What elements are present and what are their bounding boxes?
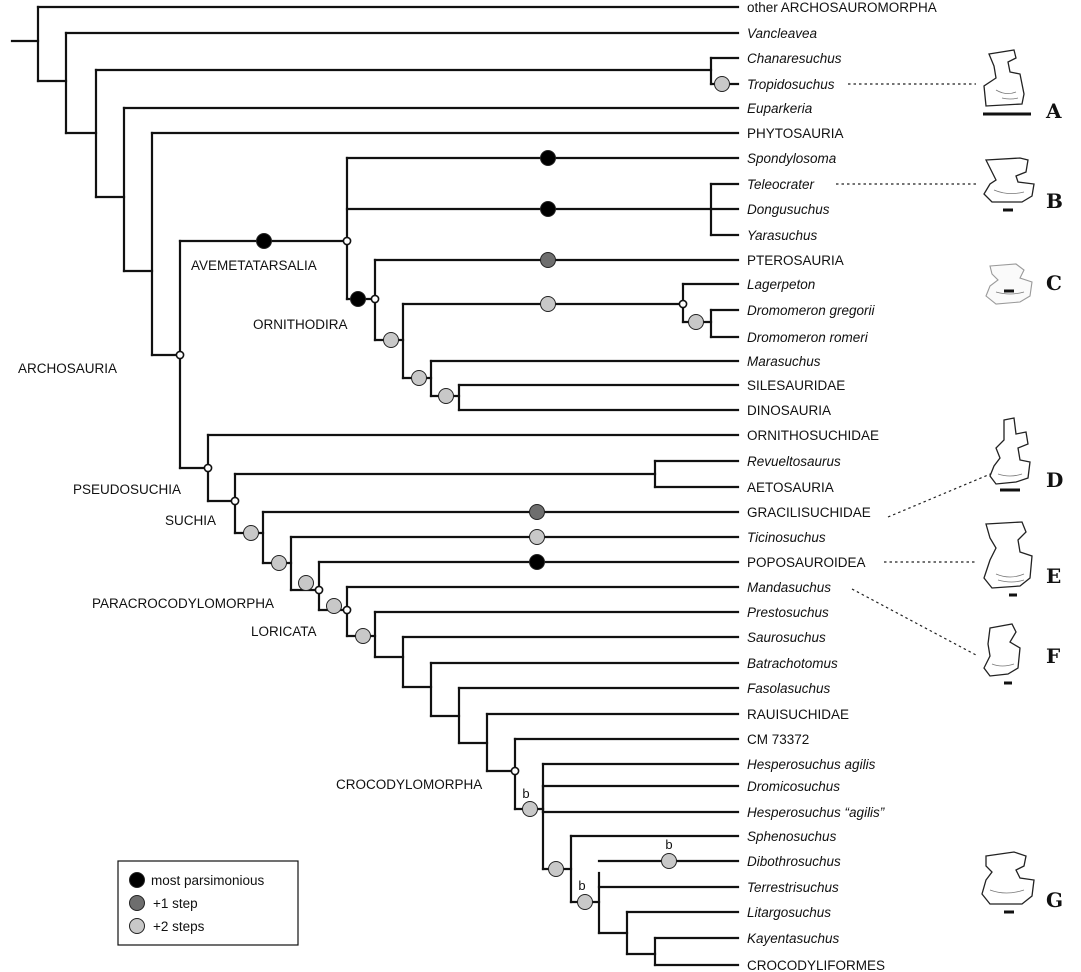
clade-label: ORNITHODIRA [253, 317, 348, 332]
taxon-label: Dongusuchus [747, 202, 830, 217]
taxon-label: Hesperosuchus agilis [747, 757, 876, 772]
bone-illustration-a [983, 50, 1031, 114]
dot-plus-two-steps [244, 526, 259, 541]
leader-gracilisuchidae [888, 470, 1000, 517]
dot-plus-two-steps [299, 576, 314, 591]
taxon-label: Hesperosuchus “agilis” [747, 805, 885, 820]
taxon-label: Batrachotomus [747, 656, 838, 671]
branch-mark: b [522, 786, 530, 801]
taxon-label: Lagerpeton [747, 277, 816, 292]
bone-illustration-e [984, 522, 1032, 595]
taxon-label: Fasolasuchus [747, 681, 831, 696]
branch-marks [522, 786, 672, 893]
node-archosauria [176, 351, 183, 358]
taxon-label: Sphenosuchus [747, 829, 837, 844]
node-pseudosuchia [204, 464, 211, 471]
clade-label: SUCHIA [165, 513, 217, 528]
clade-label: CROCODYLOMORPHA [336, 777, 483, 792]
figure-letters [1045, 99, 1063, 912]
dot-plus-one-step [541, 253, 556, 268]
taxon-label: Tropidosuchus [747, 77, 835, 92]
leader-mandasuchus [852, 589, 976, 655]
legend-swatch-most-parsimonious [130, 873, 145, 888]
legend-label: +1 step [153, 896, 198, 911]
taxon-label: Dromicosuchus [747, 779, 841, 794]
figure-letter-a: A [1046, 99, 1062, 123]
legend-label: +2 steps [153, 919, 205, 934]
dot-plus-two-steps [549, 862, 564, 877]
node-suchia [231, 497, 238, 504]
dot-most-parsimonious [257, 234, 272, 249]
dot-plus-two-steps [530, 530, 545, 545]
taxon-label: Euparkeria [747, 101, 813, 116]
legend-label: most parsimonious [151, 873, 265, 888]
dot-plus-two-steps [578, 895, 593, 910]
taxon-label: Dromomeron romeri [747, 330, 868, 345]
bone-illustration-c [986, 264, 1032, 304]
taxon-label: Kayentasuchus [747, 931, 840, 946]
taxon-labels [747, 0, 937, 972]
dot-plus-two-steps [662, 854, 677, 869]
clade-label: PARACROCODYLOMORPHA [92, 596, 275, 611]
taxon-label: Dromomeron gregorii [747, 303, 875, 318]
node-avemetatarsalia [343, 237, 350, 244]
bone-illustration-b [984, 158, 1034, 210]
taxon-label: PHYTOSAURIA [747, 126, 844, 141]
dot-plus-two-steps [356, 629, 371, 644]
figure-letter-b: B [1046, 189, 1063, 213]
dot-plus-two-steps [272, 556, 287, 571]
taxon-label: Marasuchus [747, 354, 821, 369]
dot-most-parsimonious [541, 202, 556, 217]
clade-label: AVEMETATARSALIA [191, 258, 317, 273]
taxon-label: SILESAURIDAE [747, 378, 846, 393]
taxon-label: Chanaresuchus [747, 51, 842, 66]
taxon-label: GRACILISUCHIDAE [747, 505, 871, 520]
branch-mark: b [578, 878, 586, 893]
taxon-label: Mandasuchus [747, 580, 832, 595]
dot-most-parsimonious [351, 292, 366, 307]
figure-letter-d: D [1046, 468, 1064, 492]
taxon-label: Teleocrater [747, 177, 815, 192]
clade-label: PSEUDOSUCHIA [73, 482, 182, 497]
figure-letter-f: F [1046, 644, 1061, 668]
dot-plus-two-steps [689, 315, 704, 330]
node-paracrocodylomorpha [315, 586, 322, 593]
bone-illustration-f [984, 624, 1020, 683]
dot-plus-two-steps [384, 333, 399, 348]
taxon-label: Yarasuchus [747, 228, 818, 243]
taxon-label: DINOSAURIA [747, 403, 832, 418]
dot-plus-two-steps [541, 297, 556, 312]
bone-illustration-g [982, 852, 1034, 912]
node-loricata [343, 606, 350, 613]
dot-most-parsimonious [530, 555, 545, 570]
taxon-label: other ARCHOSAUROMORPHA [747, 0, 937, 15]
dot-plus-two-steps [412, 371, 427, 386]
figure-letter-e: E [1046, 564, 1062, 588]
character-dots [244, 77, 730, 910]
taxon-label: Saurosuchus [747, 630, 826, 645]
bone-illustration-d [990, 418, 1030, 490]
taxon-label: Ticinosuchus [747, 530, 826, 545]
dot-plus-two-steps [715, 77, 730, 92]
dot-most-parsimonious [541, 151, 556, 166]
branch-mark: b [665, 837, 673, 852]
node-crocodylomorpha [511, 767, 518, 774]
figure-letter-c: C [1046, 271, 1062, 295]
legend-swatch-plus-two-steps [130, 919, 145, 934]
taxon-label: Terrestrisuchus [747, 880, 839, 895]
taxon-label: PTEROSAURIA [747, 253, 844, 268]
taxon-label: CROCODYLIFORMES [747, 958, 886, 972]
clade-label: LORICATA [251, 624, 317, 639]
dot-plus-two-steps [327, 599, 342, 614]
taxon-label: POPOSAUROIDEA [747, 555, 866, 570]
taxon-label: AETOSAURIA [747, 480, 834, 495]
taxon-label: Vancleavea [747, 26, 818, 41]
clade-labels [18, 258, 482, 792]
dot-plus-two-steps [523, 802, 538, 817]
taxon-label: ORNITHOSUCHIDAE [747, 428, 880, 443]
taxon-label: Spondylosoma [747, 151, 837, 166]
legend [118, 861, 298, 945]
taxon-label: Litargosuchus [747, 905, 832, 920]
clade-label: ARCHOSAURIA [18, 361, 118, 376]
node-ornithodira [371, 295, 378, 302]
taxon-label: CM 73372 [747, 732, 810, 747]
taxon-label: Dibothrosuchus [747, 854, 841, 869]
taxon-label: Revueltosaurus [747, 454, 841, 469]
legend-swatch-plus-one-step [130, 896, 145, 911]
taxon-label: RAUISUCHIDAE [747, 707, 850, 722]
figure-letter-g: G [1046, 888, 1064, 912]
taxon-label: Prestosuchus [747, 605, 829, 620]
dot-plus-two-steps [439, 389, 454, 404]
dot-plus-one-step [530, 505, 545, 520]
node-lagerpetidae [679, 300, 686, 307]
